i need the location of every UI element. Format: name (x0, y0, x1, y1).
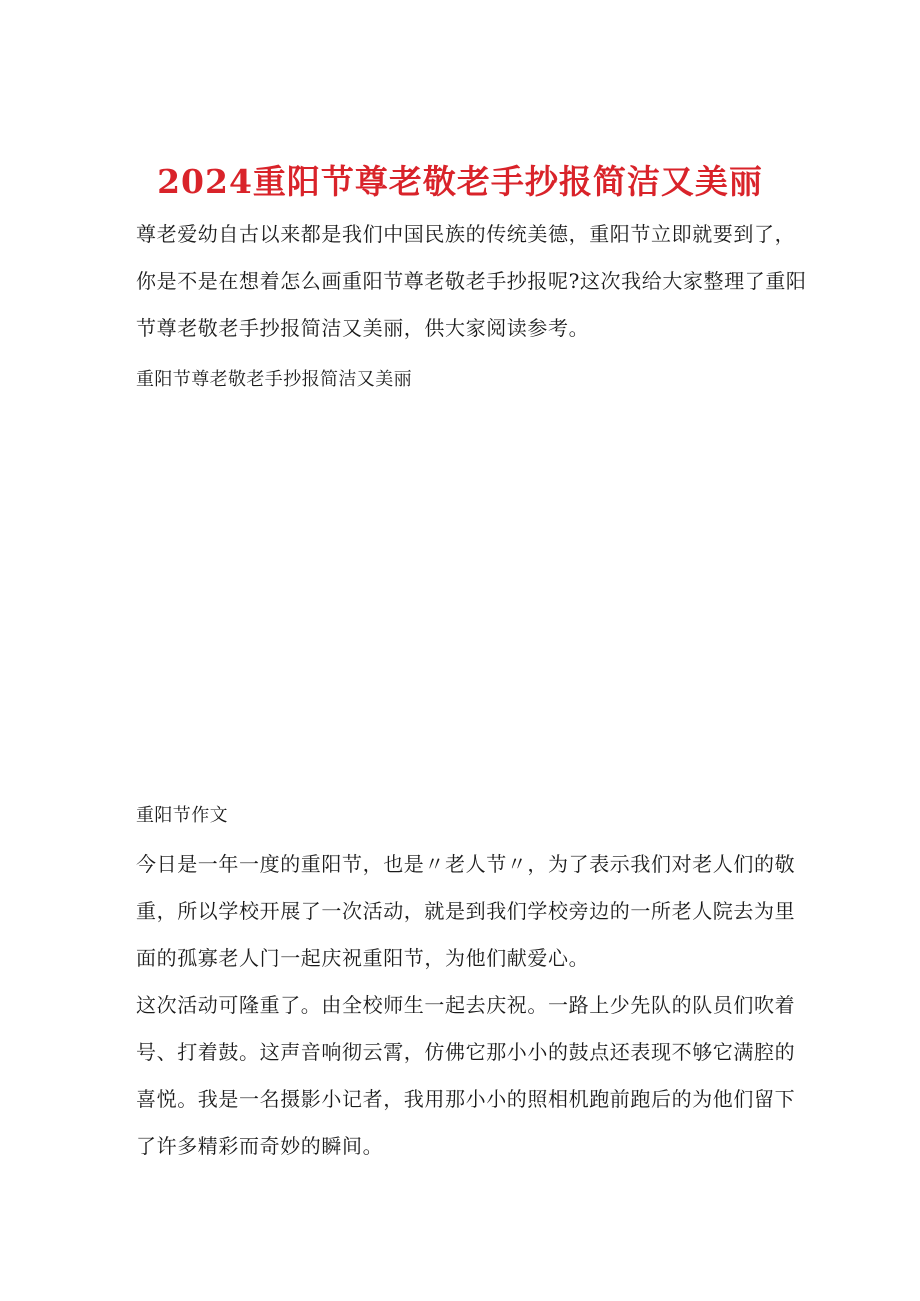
essay-paragraph-1 (136, 841, 796, 982)
essay-line: 号、打着鼓。这声音响彻云霄，仿佛它那小小的鼓点还表现不够它满腔的 (136, 1040, 796, 1064)
section-heading: 重阳节尊老敬老手抄报简洁又美丽 (136, 369, 412, 390)
essay-line: 今日是一年一度的重阳节，也是〃老人节〃，为了表示我们对老人们的敬 (136, 852, 796, 876)
essay-heading: 重阳节作文 (136, 805, 228, 826)
essay-line: 面的孤寡老人门一起庆祝重阳节，为他们献爱心。 (136, 946, 590, 970)
essay-body (136, 841, 796, 1170)
intro-line: 节尊老敬老手抄报简洁又美丽，供大家阅读参考。 (136, 316, 590, 340)
essay-line: 了许多精彩而奇妙的瞬间。 (136, 1134, 384, 1158)
essay-line: 重，所以学校开展了一次活动，就是到我们学校旁边的一所老人院去为里 (136, 899, 796, 923)
image-area (136, 405, 786, 790)
essay-paragraph-2 (136, 982, 796, 1170)
document-title: 2024重阳节尊老敬老手抄报简洁又美丽 (157, 162, 763, 202)
essay-line: 喜悦。我是一名摄影小记者，我用那小小的照相机跑前跑后的为他们留下 (136, 1087, 796, 1111)
intro-line: 你是不是在想着怎么画重阳节尊老敬老手抄报呢?这次我给大家整理了重阳 (136, 269, 807, 293)
intro-paragraph (136, 211, 807, 352)
essay-line: 这次活动可隆重了。由全校师生一起去庆祝。一路上少先队的队员们吹着 (136, 993, 796, 1017)
intro-line: 尊老爱幼自古以来都是我们中国民族的传统美德，重阳节立即就要到了， (136, 222, 796, 246)
